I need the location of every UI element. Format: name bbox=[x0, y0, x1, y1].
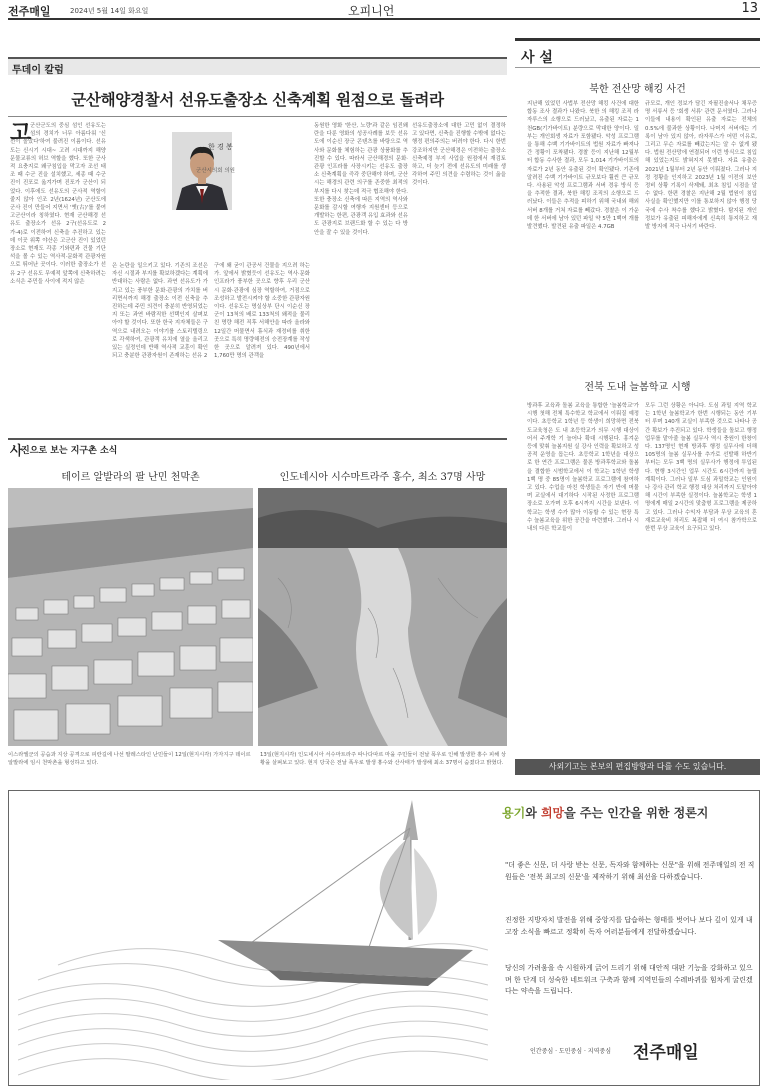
photo-news-label-initial: 사 bbox=[10, 444, 23, 459]
column-label: 투데이 칼럼 bbox=[12, 65, 64, 76]
ad-headline: 용기와 희망을 주는 인간을 위한 정론지 bbox=[502, 806, 709, 820]
column-text-5: 선유도출장소에 대한 고민 없이 결정하고 있다면, 신축을 진행할 수밖에 없다는 행정 편의주의는 버려야 한다. 다시 한번 강조하지만 군산해경은 이전하는 출장소 신축예정 부지 사업을 원점에서 재검토하고, 더 늦기 전에 선유도의 미래를 생각하여 주민 의견을 수렴하는 것이 옳을 것이다. bbox=[412, 123, 506, 187]
column-label-bar bbox=[8, 57, 507, 75]
editorial-header bbox=[515, 38, 760, 68]
ad-paragraph-3: 당신의 가려움을 속 시원하게 긁어 드리기 위해 대안적 대판 기능을 강화하고 있으며 한 단계 더 성숙한 네트워크 구축과 함께 지역민들의 수레바퀴를 힘차게 굴린겠다는 약속을 드립니다. bbox=[505, 964, 753, 995]
photo-refugee-camp bbox=[8, 488, 253, 746]
photo-news-label bbox=[8, 438, 507, 459]
ad-slogan: 인간중심 · 도민중심 · 지역중심 bbox=[530, 1048, 611, 1055]
editorial-text-4: 모두 그런 상황은 아니다. 도심 과밀 지역 학교는 1학년 늘봄학교가 한번 시행되는 동안 기부터 루며 140개 교실이 부족한 것으로 나타나 공간 확보가 추진되고 있다. 학생들을 돌보고 행정 업무를 맡아줄 늘봄 실무사 역시 충원이 한창이다. 137명인 현재 방과후 행정 실무사에 더해 105명의 늘봄 실무사를 추가로 선발해 하반기부터는 모두 3백 명의 실무사가 행정에 투입된다. 현행 3시간인 업무 시간도 6시간까지 늘릴 계획이다. 그러나 일부 도심 과밀학교는 인원이나 강사 관리 학교 행정 대상 처리까지 도맡아야 해 시간이 부족한 실정이다. 늘봄학교는 학생 1명에게 매일 2시간의 맞춤형 프로그램을 제공하고 있다. 그러나 수익자 부담과 무상 교육의 혼재로교육비 처리도 복잡해 더 여시 참가학으로 한번 무상 교육이 요구되고 있다. bbox=[645, 403, 757, 533]
column-text-4: 동원한 영화 '한산, 노량'과 같은 임진왜란을 다룬 영화의 성공사례를 보듯 선유도에 이순신 장군 콘텐츠를 바탕으로 역사와 문화를 체험하는 관광 상품화를 추진할 수 있다. 따라서 군산해경의 문화·관광 인프라를 사장시키는 선유도 출장소 신축계획을 즉각 중단해야 하며, 군산시는 해경의 관련 의구를 존중한 최적의 부지를 다시 찾는데 적극 협조해야 한다. 또한 충장소 신축에 따른 지역의 역사와 문화를 감시할 여행자 지원센터 등으로 개발하는 한편, 관광객 유입 효과와 선유도 관광지로 브랜드화 할 수 있는 다 방안을 잘 수 있을 것이다. bbox=[314, 123, 408, 236]
photo-caption-indonesia: 13일(현지시각) 인도네시아 서수마트라주 따나다따르 마을 주민들이 전날 폭우로 인해 발생한 홍수 피해 상황을 살펴보고 있다. 현지 당국은 전날 폭우로 발생 홍수와 산사태가 발생해 최소 37명이 숨졌다고 밝혔다. bbox=[260, 752, 506, 766]
ad-paragraph-1: "더 좋은 신문, 더 사랑 받는 신문, 독자와 함께하는 신문"을 위해 전주매일의 전 직원들은 '전북 최고의 신문'을 제작하기 위해 최선을 다하겠습니다. bbox=[505, 861, 755, 881]
photo-flood-river bbox=[258, 488, 507, 746]
dropcap: 고 bbox=[10, 120, 32, 146]
photo-title-indonesia: 인도네시아 시수마트라주 홍수, 최소 37명 사망 bbox=[279, 472, 486, 483]
page-number: 13 bbox=[741, 1, 758, 16]
editorial-text-1: 지난해 있었던 사법부 전산망 해킹 사건에 대한 합동 조사 결과가 나왔다. 북한 의 해킹 조직 라자루스의 소행으로 드러났고, 유출된 자료는 1천GB(기가바이트) 분량으로 막대한 양이다. 일부는 개인회생 자료가 포함됐다. 악성 프로그램을 통해 수백 기가바이트의 법원 자료가 빠져나간 정황이 포착됐다. 경찰 등이 지난해 12월부터 합동 수사한 결과, 모두 1,014 기가바이트의 자료가 2년 동안 유출된 것이 확인됐다. 기존에 알려진 수백 기가바이트 규모보다 훨씬 큰 규모다. 사용된 악성 프로그램과 서버 경유 방식 등을 추적한 결과, 북한 해킹 조직의 소행으로 드러났다. 이들은 추적을 피하기 위해 국내외 해외 서버 8개를 거쳐 자료를 빼갔다. 경찰은 이 가운데 한 서버에 남아 있던 파일 약 5만 1백여 개를 발견했다. 발견된 유출 파일은 4.7GB bbox=[527, 101, 639, 231]
author-role: 군산시의회 의원 bbox=[196, 168, 235, 174]
author-name: 한 경 봉 bbox=[208, 143, 233, 151]
editorial-title: 사 설 bbox=[521, 50, 553, 66]
editorial-headline-1: 북한 전산망 해킹 사건 bbox=[589, 84, 686, 95]
paper-logo: 전주매일 bbox=[633, 1043, 699, 1063]
masthead bbox=[8, 0, 760, 20]
ad-headline-hope: 희망 bbox=[540, 806, 565, 820]
section-title: 오피니언 bbox=[348, 4, 395, 18]
divider bbox=[8, 116, 507, 117]
column-headline: 군산해양경찰서 선유도출장소 신축계획 원점으로 돌려라 bbox=[71, 90, 444, 109]
paper-name: 전주매일 bbox=[8, 5, 51, 18]
column-text-2: 은 논란을 일으키고 있다. 기존의 조선은 자신 시절과 부지를 확보하겠다는 계획에 반대하는 사람은 없다. 과연 선유도가 가지고 있는 풍부한 문화·관광의 가치를 버리면서까지 해경 출장소 이전 신축을 추진하는데 주민 의견이 충분히 반영되었는지 또는 과연 바람직한 선택인지 살펴보아야 할 것이다. 또한 한국 지자체들은 구역으로 내려오는 이야기를 스토리텔링으로 각색하여, 관광객 유치에 열을 올리고 있는 실정인데 반해 역사적 교훈이 확인되고 충분한 관광자원이 존재하는 선유 2 bbox=[112, 263, 208, 360]
ad-paragraph-2: 진정한 지방자치 발전을 위해 중앙지를 답습하는 형태를 벗어나 보다 깊이 있게 내 고장 소식을 빠르고 정확히 독자 여러분들에게 전달하겠습니다. bbox=[505, 916, 753, 936]
photo-news-label-text: 진으로 보는 지구촌 소식 bbox=[21, 446, 118, 456]
editorial-text-2: 규모로, 개인 정보가 담긴 자필진술서나 채무증명 서류서 등 '회생 서류' 관련 문서였다. 그러나 이들에 내용이 확인된 유출 자료는 전체의 0.5%에 불과한 상황이다. 나머지 서버에는 기록이 남아 있지 않아, 라자루스가 어떤 이유로, 그리고 무슨 자료를 빼갔는지는 알 수 없게 됐다. 법원 전산망에 연결되어 이런 방식으로 침입해 있었는지도 밝혀지지 못했다. 자료 유출은 2021년 1월부터 2년 동안 이뤄졌다. 그러나 지정 정황을 인지하고 2023년 1월 이전의 보안 정비 상황 기록이 삭제돼, 최초 침입 시점을 알 수 없다. 한편 경찰은 지난해 2월 법원이 침입 사실을 확인했지만 이를 통보하지 않아 행정 당국에 수사 착수를 했다고 밝혔다. 탐지된 개인 정보가 유출된 피해자에게 신속히 통지하고 재발 방지에 적극 나서기 바란다. bbox=[645, 101, 757, 231]
ad-headline-courage: 용기 bbox=[502, 806, 526, 820]
photo-caption-gaza: 이스라엘군의 공습과 지상 공격으로 피란길에 나선 팔레스타인 난민들이 12일(현지시각) 가자지구 데이르 알발라에 임시 천막촌을 형성하고 있다. bbox=[8, 752, 251, 766]
editorial-headline-2: 전북 도내 늘봄학교 시행 bbox=[584, 382, 691, 393]
sailboat-illustration bbox=[18, 800, 488, 1080]
column-text-3: 구에 왜 굳이 관공서 건물을 지으려 하는가. 앞에서 밝혔듯이 선유도는 역사·문화 인프라가 풍부한 곳으로 향후 우리 군산시 문화·관광에 심장 역할하여, 거점으로 조성하고 발전시켜야 할 소중한 관광자원이다. 선유도는 명실상부 단시 이순신 장군이 13척의 배로 133척의 왜적을 물리친 명량 해전 직후 서해안을 따라 올라와 12일간 머물면서 휴식과 재정비를 취한 곳으로 특히 명량해전의 승전장계를 작성한 곳으로 알려져 있다. 490년에서 1,760만 명의 관객을 bbox=[214, 263, 310, 360]
issue-date: 2024년 5월 14일 화요일 bbox=[70, 7, 149, 15]
photo-title-gaza: 테이르 알발라의 팔 난민 천막촌 bbox=[61, 472, 200, 483]
contribution-disclaimer: 사외기고는 본보의 편집방향과 다를 수도 있습니다. bbox=[515, 759, 760, 775]
column-text-1: 군산군도의 중심 섬인 선유도는 섬의 경치가 너무 아름다워 '신선이 놀았다'하여 불려진 이름이다. 선유도는 신시기 시대~ 고려 시대까지 해양문물교류의 허브 역할을 했다. 또한 군사적 요충지로 왜구침입을 막고자 조선 태조 때 수군 진을 설치했고, 세종 때 수군 진이 진포로 옮겨가며 진포가 군산이 되었다. 이후에도 선유도의 군사적 역할이 줄지 않아 인조 2년(1624년) 군산도에 군사 진이 만들어 지면서 '옛(古)'를 붙여 고군산이라 칭하였다. 현재 군산해경 선유도 출장소가 선유 2구(선유도로 2가-4)로 이전하여 신축을 추진하고 있는데 이곳 위쪽 야산은 고군산 진이 있었던 장소로 현재도 각종 기와편과 건물 기단석을 볼 수 있는 역사적·문화적 관광자원으로 뛰어난 곳이다. 이러한 출장소가 선유 2구 선유도 무예적 앞쪽에 신축하려는 소식은 주민들 사이에 적지 않은 bbox=[10, 123, 106, 285]
editorial-text-3: 방과후 교육과 돌봄 교육을 통합한 '늘봄학교'가 시행 첫해 전체 특수학교 학교에서 이뤄질 예정이다. 초등학교 1학년 등 학생이 희망하면 전북도교육청은 도 내 초등학교가 의무 시행 대상이어서 주개학 기 늘어나 확대 시행된다. 흥겨운 등에 맞춰 늘봄지원 실 강사 인력을 확보하고 성공적 운영을 돕는다. 초등학교 1학년을 대상으로 한 연간 프로그램은 물론 방과후학교와 돌봄을 결합한 시범학교에서 이 학교는 1학년 학생 1백 명 중 85명이 늘봄학교 프로그램에 참여하고 있다. 수업을 마친 학생들은 자기 반에 머물며 교실에서 대기하다 시작된 사정한 프로그램 장소로 오가며 오후 6시까지 시간을 보낸다. 이 학교는 학생 수가 많아 이동할 수 있는 현장 특수 늘봄교육을 위한 공간을 마련했다. 그러나 시내의 다른 학교들이 bbox=[527, 403, 639, 533]
